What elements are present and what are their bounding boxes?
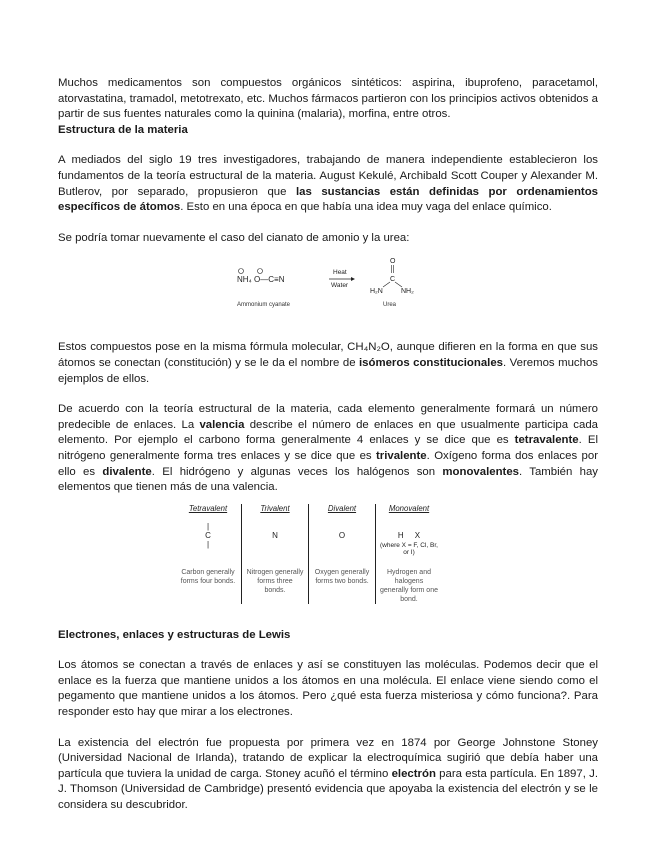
section-heading-lewis: Electrones, enlaces y estructuras de Lewis — [58, 628, 291, 641]
electron-term: electrón — [391, 767, 436, 780]
urea-intro-paragraph: Se podría tomar nuevamente el caso del cianato de amonio y la urea: — [58, 231, 410, 244]
header-divalent: Divalent — [309, 504, 376, 520]
monovalentes-term: monovalentes — [442, 465, 519, 478]
structure-paragraph: A mediados del siglo 19 tres investigadores, trabajando de manera independiente establecieron los fundamentos de la teoría estructural de la materia. August Kekulé, Archibald Scott Couper y Alexander M. Butlerov, por separado, propusieron que las sustancias están definidas por ordenamientos específicos de átomos. Esto en una época en que había una idea muy vaga del enlace químico. — [58, 154, 599, 214]
isomers-paragraph: Estos compuestos pose en la misma fórmula molecular, CH₄N₂O, aunque difieren en la forma en que sus átomos se conectan (constitución) y se le da el nombre de isómeros constitucionales. Veremos muchos ejemplos de ellos. — [58, 341, 598, 385]
urea-left-group: H₂N — [370, 288, 383, 296]
negative-charge-icon — [258, 269, 263, 274]
header-trivalent: Trivalent — [242, 504, 309, 520]
arrow-water-label: Water — [331, 282, 349, 290]
document-page — [58, 76, 598, 814]
ammonium-cyanate-formula: NH₄ O—C≡N — [237, 275, 285, 285]
header-tetravalent: Tetravalent — [188, 503, 228, 513]
urea-caption: Urea — [383, 302, 397, 309]
note-nitrogen: Nitrogen generally forms three bonds. — [242, 568, 309, 604]
trivalente-term: trivalente — [376, 449, 427, 462]
valence-table: Tetravalent Trivalent Divalent Monovalent | C | N O H X (where X = F, Cl, Br, or I) Carbon generally forms four bonds. Nitrogen generally forms three bonds. Oxygen generally forms two bonds. Hydrogen and halogens generally form one bond. — [175, 504, 442, 604]
note-oxygen: Oxygen generally forms two bonds. — [309, 568, 376, 604]
halogen-note: (where X = F, Cl, Br, or I) — [380, 541, 438, 556]
divalente-term: divalente — [102, 465, 152, 478]
ammonium-cyanate-caption: Ammonium cyanate — [237, 302, 291, 309]
key-statement: las sustancias están definidas por ordenamientos específicos de átomos — [58, 185, 599, 214]
cyanate-urea-figure — [233, 254, 433, 324]
bonds-paragraph: Los átomos se conectan a través de enlaces y así se constituyen las moléculas. Podemos decir que el enlace es la fuerza que mantiene unidos a los átomos en una molécula. El enlace viene siendo como el pegamento que mantiene unidos a los átomos. Pero ¿qué esta fuerza misteriosa y cómo funciona?. Para responder esto hay que mirar a los electrones. — [58, 659, 598, 719]
arrow-heat-label: Heat — [333, 269, 347, 277]
urea-carbon: C — [390, 276, 396, 284]
urea-right-group: NH₂ — [401, 288, 414, 296]
note-hydrogen: Hydrogen and halogens generally form one bond. — [376, 568, 443, 604]
valence-paragraph: De acuerdo con la teoría estructural de la materia, cada elemento generalmente formará un número predecible de enlaces. La valencia describe el número de enlaces en que usualmente participa cada elemento. Por ejemplo el carbono forma generalmente 4 enlaces y se dice que es tetravalente. El nitrógeno generalmente forma tres enlaces y se dice que es trivalente. Oxígeno forma dos enlaces por ello es divalente. El hidrógeno y algunas veces los halógenos son monovalentes. También hay elementos que tienen más de una valencia. — [58, 403, 599, 494]
atom-carbon: C — [205, 530, 211, 540]
note-carbon: Carbon generally forms four bonds. — [180, 568, 236, 585]
atom-hydrogen-halogen: H X — [397, 530, 421, 540]
intro-paragraph: Muchos medicamentos son compuestos orgánicos sintéticos: aspirina, ibuprofeno, paracetamol, atorvastatina, tramadol, metotrexato, etc. Muchos fármacos partieron con los principios activos obtenidos a partir de sus fuentes naturales como la quinina (malaria), morfina, entre otros. — [58, 77, 598, 121]
isomers-term: isómeros constitucionales — [359, 356, 504, 369]
valencia-term: valencia — [199, 418, 245, 431]
positive-charge-icon — [239, 269, 244, 274]
section-heading-structure: Estructura de la materia — [58, 123, 188, 136]
tetravalente-term: tetravalente — [514, 434, 579, 447]
atom-oxygen: O — [338, 530, 346, 540]
header-monovalent: Monovalent — [376, 504, 443, 520]
atom-nitrogen: N — [272, 530, 278, 540]
urea-oxygen: O — [390, 258, 396, 266]
valence-table-figure — [175, 504, 515, 604]
electron-history-paragraph: La existencia del electrón fue propuesta por primera vez en 1874 por George Johnstone Stoney (Universidad Nacional de Irlanda), tratando de explicar la electroquímica sugirió que debía haber una partícula que tuviera la unidad de carga. Stoney acuñó el término electrón para esta partícula. En 1897, J. J. Thomson (Universidad de Cambridge) presentó evidencia que apoyaba la existencia del electrón y se le considera su descubridor. — [58, 736, 599, 812]
